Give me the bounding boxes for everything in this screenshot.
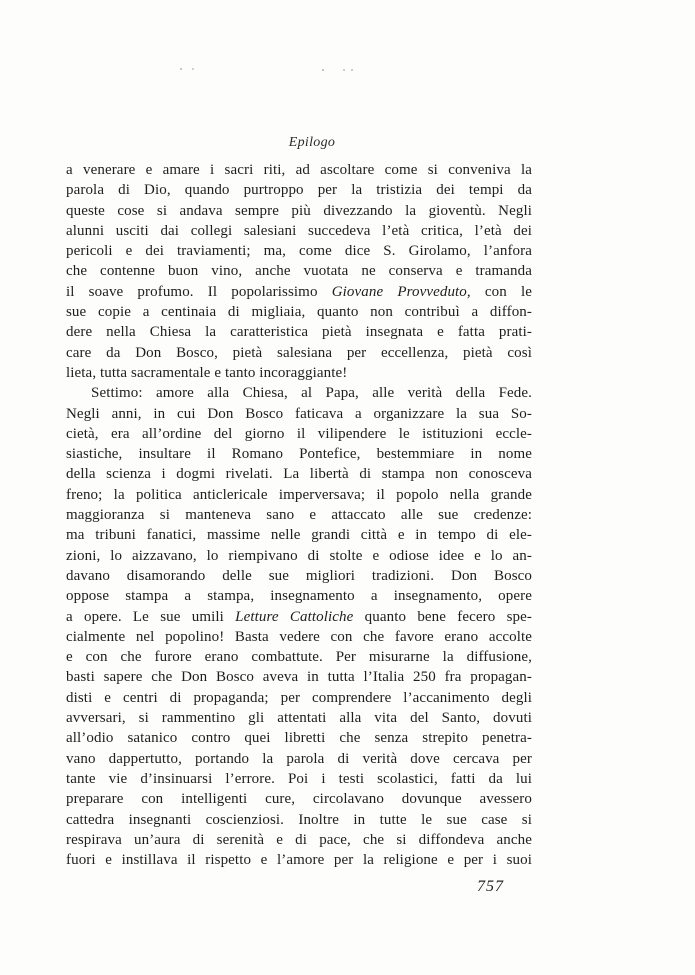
text-line: sue copie a centinaia di migliaia, quanto non contribuì a diffon- [66,304,532,321]
text-line: il soave profumo. Il popolarissimo Giovane Provveduto, con le [66,283,532,300]
text-line: siastiche, insultare il Romano Pontefice, bestemmiare in nome [66,446,532,463]
text-line: freno; la politica anticlericale imperversava; il popolo nella grande [66,486,532,503]
text-line: ma tribuni fanatici, massime nelle grandi città e in tempo di ele- [66,527,532,544]
text-line: disti e centri di propaganda; per comprendere l’accanimento degli [66,689,532,706]
text-line: parola di Dio, quando purtroppo per la tristizia dei tempi da [66,182,532,199]
text-line: davano disamorando delle sue migliori tradizioni. Don Bosco [66,567,532,584]
text-line: fuori e instillava il rispetto e l’amore per la religione e per i suoi [66,852,532,869]
text-line: vano dappertutto, portando la parola di verità dove cercava per [66,750,532,767]
text-line: pericoli e dei traviamenti; ma, come dice S. Girolamo, l’anfora [66,243,532,260]
text-line: cialmente nel popolino! Basta vedere con che favore erano accolte [66,628,532,645]
text-line: basti sapere che Don Bosco aveva in tutta l’Italia 250 fra propagan- [66,669,532,686]
text-line: oppose stampa a stampa, insegnamento a insegnamento, opere [66,588,532,605]
text-line: care da Don Bosco, pietà salesiana per eccellenza, pietà così [66,344,532,361]
text-line: zioni, lo aizzavano, lo riempivano di stolte e odiose idee e lo an- [66,547,532,564]
text-line: Negli anni, in cui Don Bosco faticava a organizzare la sua So- [66,405,532,422]
text-line: tante vie d’insinuarsi l’errore. Poi i testi scolastici, fatti da lui [66,770,532,787]
text-line: maggioranza si manteneva sano e attaccato alle sue credenze: [66,507,532,524]
text-line: a opere. Le sue umili Letture Cattoliche quanto bene fecero spe- [66,608,532,625]
text-line: dere nella Chiesa la caratteristica pietà insegnata e fatta prati- [66,324,532,341]
text-line: alunni usciti dai collegi salesiani succedeva l’età critica, l’età dei [66,222,532,239]
italic-text: Letture Cattoliche [235,608,354,625]
text-line: preparare con intelligenti cure, circolavano dovunque avessero [66,791,532,808]
text-line: queste cose si andava sempre più divezzando la gioventù. Negli [66,202,532,219]
text-line: a venerare e amare i sacri riti, ad ascoltare come si conveniva la [66,162,532,178]
text-line: all’odio satanico contro quei libretti che senza strepito penetra- [66,730,532,747]
text-line: e con che furore erano combattute. Per misurarne la diffusione, [66,649,532,666]
text-line: lieta, tutta sacramentale e tanto incoraggiante! [66,364,348,381]
text-line: che contenne buon vino, anche vuotata ne conserva e tramanda [66,263,532,280]
scan-artifact-dots [180,68,182,70]
italic-text: Giovane Provveduto [331,283,467,300]
text-line: cattedra insegnanti coscienziosi. Inoltre in tutte le sue case si [66,811,532,828]
running-header: Epilogo [288,135,336,150]
page-number: 757 [477,878,504,895]
text-line: cietà, era all’ordine del giorno il vilipendere le istituzioni eccle- [66,425,532,442]
text-line: avversari, si rammentino gli attentati alla vita del Santo, dovuti [66,710,532,727]
text-block [66,160,532,870]
text-line: respirava un’aura di serenità e di pace, che si diffondeva anche [66,831,532,848]
text-line: della scienza i dogmi rivelati. La libertà di stampa non conosceva [66,466,532,483]
text-line: Settimo: amore alla Chiesa, al Papa, alle verità della Fede. [91,385,532,402]
